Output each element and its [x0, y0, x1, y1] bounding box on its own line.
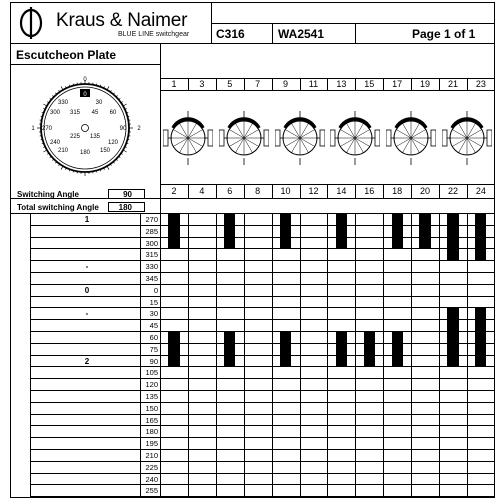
- angle-label: 105: [145, 368, 158, 378]
- escutcheon-title: Escutcheon Plate: [16, 48, 117, 62]
- terminal-number: 5: [227, 79, 233, 89]
- terminal-number: 2: [171, 186, 177, 196]
- angle-label: 45: [149, 321, 158, 331]
- brand-logo-icon: [18, 6, 44, 40]
- contact-bar: [447, 307, 458, 366]
- svg-text:30: 30: [95, 100, 103, 106]
- header-vline-model: [272, 23, 273, 44]
- angle-label: 165: [145, 415, 158, 425]
- angle-label: 75: [149, 344, 158, 354]
- column-line: [411, 213, 412, 496]
- escutcheon-dial: [25, 72, 145, 184]
- row-line: [30, 272, 495, 273]
- contact-bar: [224, 213, 235, 248]
- column-line: [439, 78, 440, 90]
- terminal-number: 24: [475, 186, 486, 196]
- svg-text:120: 120: [107, 140, 119, 146]
- terminal-number: 22: [447, 186, 458, 196]
- column-line: [188, 78, 189, 90]
- terminal-number: 6: [227, 186, 233, 196]
- svg-text:300: 300: [49, 110, 61, 116]
- contact-bar: [392, 331, 403, 366]
- svg-text:45: 45: [91, 110, 99, 116]
- svg-text:135: 135: [89, 134, 101, 140]
- brand-name: Kraus & Naimer: [56, 10, 188, 31]
- column-line: [244, 184, 245, 198]
- switching-angle-value: 90: [108, 189, 145, 199]
- contact-chamber-icon: [442, 108, 492, 168]
- position-label: 1: [84, 215, 90, 224]
- drawing-number: WA2541: [278, 27, 325, 41]
- angle-label: 150: [145, 403, 158, 413]
- column-line: [300, 213, 301, 496]
- row-line: [30, 366, 495, 367]
- column-line: [244, 213, 245, 496]
- row-line: [30, 390, 495, 391]
- contact-chamber-icon: [275, 108, 325, 168]
- terminal-number: 7: [255, 79, 261, 89]
- contact-chamber-icon: [386, 108, 436, 168]
- column-line: [188, 184, 189, 198]
- model-number: C316: [216, 27, 245, 41]
- row-line: [30, 402, 495, 403]
- column-line: [216, 213, 217, 496]
- terminal-number: 19: [420, 79, 431, 89]
- column-line: [327, 213, 328, 496]
- column-line: [355, 184, 356, 198]
- contact-bar: [280, 331, 291, 366]
- svg-text:240: 240: [49, 140, 61, 146]
- row-line: [30, 307, 495, 308]
- contact-bar: [280, 213, 291, 248]
- row-line: [30, 425, 495, 426]
- column-line: [383, 78, 384, 90]
- contact-bar: [419, 213, 430, 248]
- row-line: [30, 248, 495, 249]
- terminal-bottom-line2: [10, 198, 495, 199]
- terminal-number: 23: [475, 79, 486, 89]
- column-line: [327, 78, 328, 90]
- svg-text:90: 90: [119, 126, 127, 132]
- contact-bar: [336, 213, 347, 248]
- position-label: -: [85, 309, 89, 319]
- svg-text:150: 150: [99, 148, 111, 154]
- angle-label: 60: [149, 333, 158, 342]
- dial-position-1: 1: [31, 126, 35, 132]
- terminal-top-line2: [160, 90, 495, 91]
- row-line: [30, 296, 495, 297]
- contact-bar: [168, 213, 179, 248]
- terminal-number: 18: [392, 186, 403, 196]
- svg-text:315: 315: [69, 110, 81, 116]
- terminal-number: 12: [308, 186, 319, 196]
- row-line: [30, 496, 495, 497]
- position-label: -: [85, 262, 89, 272]
- row-line: [30, 473, 495, 474]
- row-line: [30, 260, 495, 261]
- grid-left-line: [30, 213, 31, 496]
- angle-label: 120: [145, 380, 158, 390]
- angle-label: 255: [145, 486, 158, 496]
- contact-bar: [364, 331, 375, 366]
- position-label: 0: [84, 285, 90, 295]
- contact-bar: [475, 307, 486, 366]
- row-line: [30, 355, 495, 356]
- svg-text:225: 225: [69, 134, 81, 140]
- column-line: [439, 213, 440, 496]
- angle-label: 195: [145, 439, 158, 449]
- angle-label: 90: [149, 356, 158, 366]
- angle-label: 285: [145, 226, 158, 236]
- contact-chamber-icon: [219, 108, 269, 168]
- header-vline-drawing: [355, 23, 356, 44]
- terminal-number: 20: [420, 186, 431, 196]
- angle-label: 345: [145, 274, 158, 283]
- contact-bar: [168, 331, 179, 366]
- column-line: [300, 78, 301, 90]
- dial-position-0: 0: [83, 77, 87, 83]
- column-line: [216, 78, 217, 90]
- terminal-number: 11: [308, 79, 319, 89]
- dial-marker-0: 0: [83, 92, 87, 98]
- row-line: [30, 319, 495, 320]
- terminal-number: 16: [364, 186, 375, 196]
- contact-bar: [447, 213, 458, 260]
- terminal-number: 15: [364, 79, 375, 89]
- column-line: [411, 78, 412, 90]
- contact-bar: [224, 331, 235, 366]
- row-line: [30, 484, 495, 485]
- column-line: [272, 213, 273, 496]
- terminal-number: 14: [336, 186, 347, 196]
- brand-tagline: BLUE LINE switchgear: [118, 31, 190, 38]
- column-line: [411, 184, 412, 198]
- terminal-number: 4: [199, 186, 205, 196]
- angle-label: 135: [145, 392, 158, 401]
- column-line: [188, 213, 189, 496]
- switching-angle-label: Switching Angle: [17, 190, 79, 199]
- angle-label: 30: [149, 309, 158, 319]
- svg-text:330: 330: [57, 100, 69, 106]
- column-line: [216, 184, 217, 198]
- terminal-number: 1: [171, 79, 177, 89]
- column-line: [467, 184, 468, 198]
- row-line: [30, 461, 495, 462]
- row-line: [30, 449, 495, 450]
- column-line: [355, 78, 356, 90]
- terminal-number: 17: [392, 79, 403, 89]
- contact-chamber-icon: [330, 108, 380, 168]
- angle-label: 270: [145, 215, 158, 224]
- left-panel-divider: [160, 44, 161, 498]
- column-line: [300, 184, 301, 198]
- column-line: [272, 78, 273, 90]
- contact-bar: [392, 213, 403, 248]
- row-line: [30, 414, 495, 415]
- contact-chamber-icon: [163, 108, 213, 168]
- angle-label: 315: [145, 250, 158, 260]
- row-line: [30, 331, 495, 332]
- terminal-number: 10: [280, 186, 291, 196]
- terminal-number: 8: [255, 186, 261, 196]
- terminal-number: 13: [336, 79, 347, 89]
- svg-text:270: 270: [41, 126, 53, 132]
- svg-text:180: 180: [79, 150, 91, 156]
- angle-label: 180: [145, 427, 158, 437]
- escutcheon-title-line: [10, 64, 160, 65]
- svg-text:60: 60: [109, 110, 117, 116]
- angle-label: 240: [145, 474, 158, 484]
- row-line: [30, 378, 495, 379]
- column-line: [467, 78, 468, 90]
- row-line: [30, 343, 495, 344]
- position-label: 2: [84, 356, 90, 366]
- terminal-number: 9: [283, 79, 289, 89]
- header-hline: [211, 23, 495, 24]
- dial-position-2: 2: [137, 126, 141, 132]
- page-indicator: Page 1 of 1: [412, 27, 476, 41]
- column-line: [383, 213, 384, 496]
- column-line: [244, 78, 245, 90]
- total-switching-angle-value: 180: [108, 202, 145, 212]
- column-line: [439, 184, 440, 198]
- angle-label: 0: [153, 285, 158, 295]
- angle-label: 15: [149, 297, 158, 307]
- contact-bar: [475, 213, 486, 260]
- angle-label: 210: [145, 451, 158, 460]
- column-line: [355, 213, 356, 496]
- row-line: [30, 437, 495, 438]
- contact-bar: [336, 331, 347, 366]
- column-line: [383, 184, 384, 198]
- angle-label: 330: [145, 262, 158, 272]
- angle-label: 300: [145, 238, 158, 248]
- column-line: [272, 184, 273, 198]
- terminal-number: 21: [447, 79, 458, 89]
- terminal-number: 3: [199, 79, 205, 89]
- column-line: [467, 213, 468, 496]
- column-line: [327, 184, 328, 198]
- row-line: [30, 284, 495, 285]
- svg-text:210: 210: [57, 148, 69, 154]
- angle-label: 225: [145, 462, 158, 472]
- total-switching-angle-label: Total switching Angle: [17, 203, 99, 212]
